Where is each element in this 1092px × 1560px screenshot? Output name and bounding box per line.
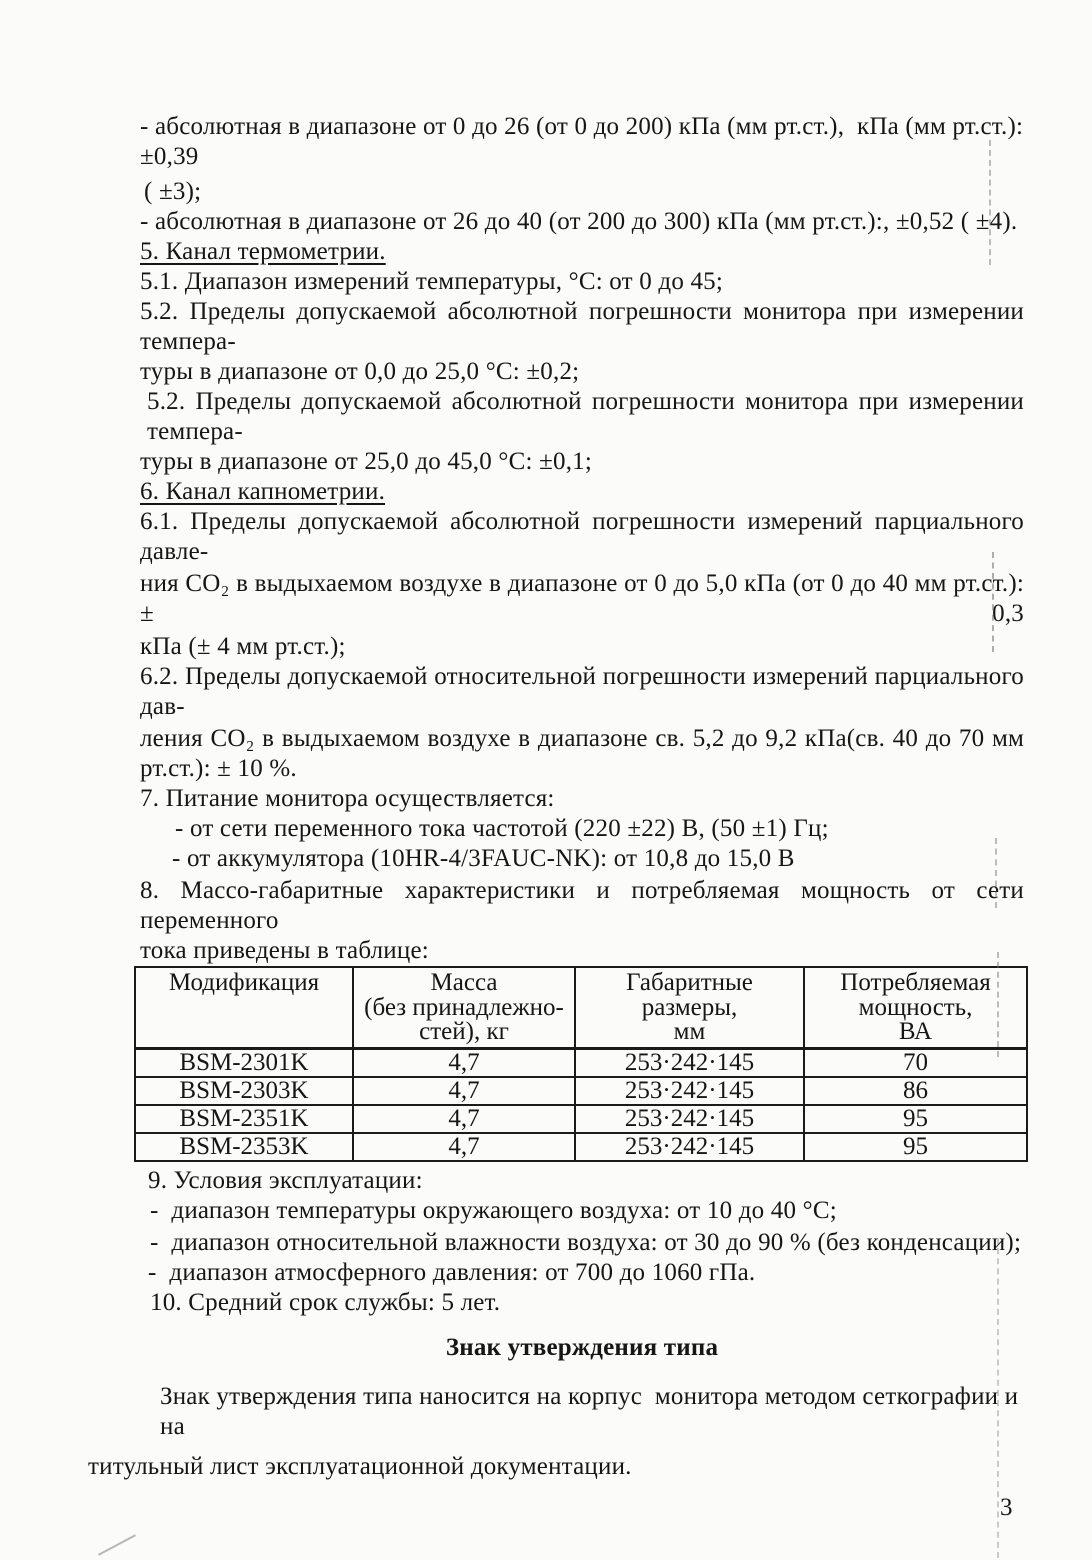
spec-line: кПа (± 4 мм рт.ст.); xyxy=(140,633,346,660)
spec-line: 5.2. Пределы допускаемой абсолютной погрешности монитора при измерении темпера- xyxy=(140,298,1024,355)
header-line: Габаритные xyxy=(626,969,753,996)
closing-line: Знак утверждения типа наносится на корпус монитора методом сеткографии и на xyxy=(160,1382,1025,1440)
scan-artifact-line xyxy=(995,838,997,908)
header-line: размеры, xyxy=(641,993,738,1021)
table-row xyxy=(135,1048,1027,1077)
type-approval-heading: Знак утверждения типа xyxy=(445,1333,719,1361)
section-6-heading: 6. Канал капнометрии. xyxy=(140,478,386,505)
spec-line: - диапазон относительной влажности воздуха: от 30 до 90 % (без конденсации); xyxy=(150,1228,1022,1256)
header-line: мм xyxy=(673,1018,706,1045)
table-cell: BSM-2301K xyxy=(135,1048,353,1077)
table-row xyxy=(135,1105,1027,1133)
table-cell: 4,7 xyxy=(353,1105,575,1133)
header-line: мощность, xyxy=(858,993,973,1021)
spec-line: - от аккумулятора (10HR-4/3FAUC-NK): от 10,8 до 15,0 В xyxy=(172,845,795,872)
spec-line: ния СО₂ в выдыхаемом воздухе в диапазоне от 0 до 5,0 кПа (от 0 до 40 мм рт.ст.): ± 0,3 xyxy=(140,570,1024,627)
spec-line: 9. Условия эксплуатации: xyxy=(148,1166,423,1194)
header-line: Модификация xyxy=(168,969,320,996)
spec-line: - от сети переменного тока частотой (220 ±22) В, (50 ±1) Гц; xyxy=(175,815,829,842)
table-cell: 86 xyxy=(804,1077,1027,1105)
spec-table xyxy=(134,966,1028,1162)
table-header-power xyxy=(804,967,1027,1048)
table-cell: 253·242·145 xyxy=(575,1133,804,1161)
spec-line: - диапазон температуры окружающего воздуха: от 10 до 40 °С; xyxy=(150,1196,837,1224)
spec-line: 6.1. Пределы допускаемой абсолютной погрешности измерений парциального давле- xyxy=(140,508,1024,565)
table-cell: 4,7 xyxy=(353,1048,575,1077)
table-cell: BSM-2303K xyxy=(135,1077,353,1105)
spec-line: 7. Питание монитора осуществляется: xyxy=(140,785,555,812)
header-line: Масса xyxy=(430,969,498,996)
spec-line: 6.2. Пределы допускаемой относительной погрешности измерений парциального дав- xyxy=(140,663,1024,720)
table-cell: 253·242·145 xyxy=(575,1077,804,1105)
table-cell: 253·242·145 xyxy=(575,1048,804,1077)
table-cell: BSM-2353K xyxy=(135,1133,353,1161)
spec-line: - абсолютная в диапазоне от 26 до 40 (от 200 до 300) кПа (мм рт.ст.):, ±0,52 ( ±4). xyxy=(140,208,1018,235)
table-cell: BSM-2351K xyxy=(135,1105,353,1133)
table-cell: 70 xyxy=(804,1048,1027,1077)
table-cell: 95 xyxy=(804,1133,1027,1161)
scan-artifact-line xyxy=(989,140,991,265)
spec-line: ления СО₂ в выдыхаемом воздухе в диапазоне св. 5,2 до 9,2 кПа(св. 40 до 70 мм xyxy=(140,725,1024,752)
spec-line: 5.2. Пределы допускаемой абсолютной погрешности монитора при измерении темпера- xyxy=(147,388,1024,445)
table-header-mass xyxy=(353,967,575,1048)
table-header-modification xyxy=(135,967,353,1048)
spec-line: туры в диапазоне от 0,0 до 25,0 °С: ±0,2; xyxy=(140,358,580,385)
scan-artifact-line xyxy=(997,952,999,1057)
spec-line: ( ±3); xyxy=(144,178,202,205)
table-cell: 95 xyxy=(804,1105,1027,1133)
document-body xyxy=(88,112,1030,1482)
table-row xyxy=(135,1077,1027,1105)
scan-artifact-line xyxy=(992,552,994,652)
scan-artifact-line xyxy=(997,1238,999,1558)
section-5-heading: 5. Канал термометрии. xyxy=(140,238,386,265)
spec-line: рт.ст.): ± 10 %. xyxy=(140,755,297,782)
spec-line: тока приведены в таблице: xyxy=(140,937,429,964)
page-number: 3 xyxy=(1000,1494,1013,1521)
table-row xyxy=(135,1133,1027,1161)
spec-line: 10. Средний срок службы: 5 лет. xyxy=(150,1288,501,1316)
table-cell: 253·242·145 xyxy=(575,1105,804,1133)
header-line: стей), кг xyxy=(419,1018,509,1045)
table-header-dimensions xyxy=(575,967,804,1048)
header-line: Потребляемая xyxy=(840,969,991,996)
header-line: ВА xyxy=(898,1018,933,1045)
spec-line: - абсолютная в диапазоне от 0 до 26 (от 0 до 200) кПа (мм рт.ст.), кПа (мм рт.ст.): ±0,39 xyxy=(140,113,1030,170)
table-cell: 4,7 xyxy=(353,1133,575,1161)
spec-line: 8. Массо-габаритные характеристики и потребляемая мощность от сети переменного xyxy=(140,877,1024,934)
table-cell: 4,7 xyxy=(353,1077,575,1105)
closing-paragraph xyxy=(88,1382,1025,1482)
header-line: (без принадлежно- xyxy=(364,993,564,1021)
table-header-row xyxy=(135,967,1027,1048)
scan-artifact-slash xyxy=(98,1534,136,1555)
spec-line: 5.1. Диапазон измерений температуры, °С: от 0 до 45; xyxy=(140,268,724,295)
spec-line: - диапазон атмосферного давления: от 700 до 1060 гПа. xyxy=(148,1258,756,1286)
spec-line: туры в диапазоне от 25,0 до 45,0 °С: ±0,1; xyxy=(140,448,592,475)
closing-line: титульный лист эксплуатационной документации. xyxy=(88,1452,632,1480)
